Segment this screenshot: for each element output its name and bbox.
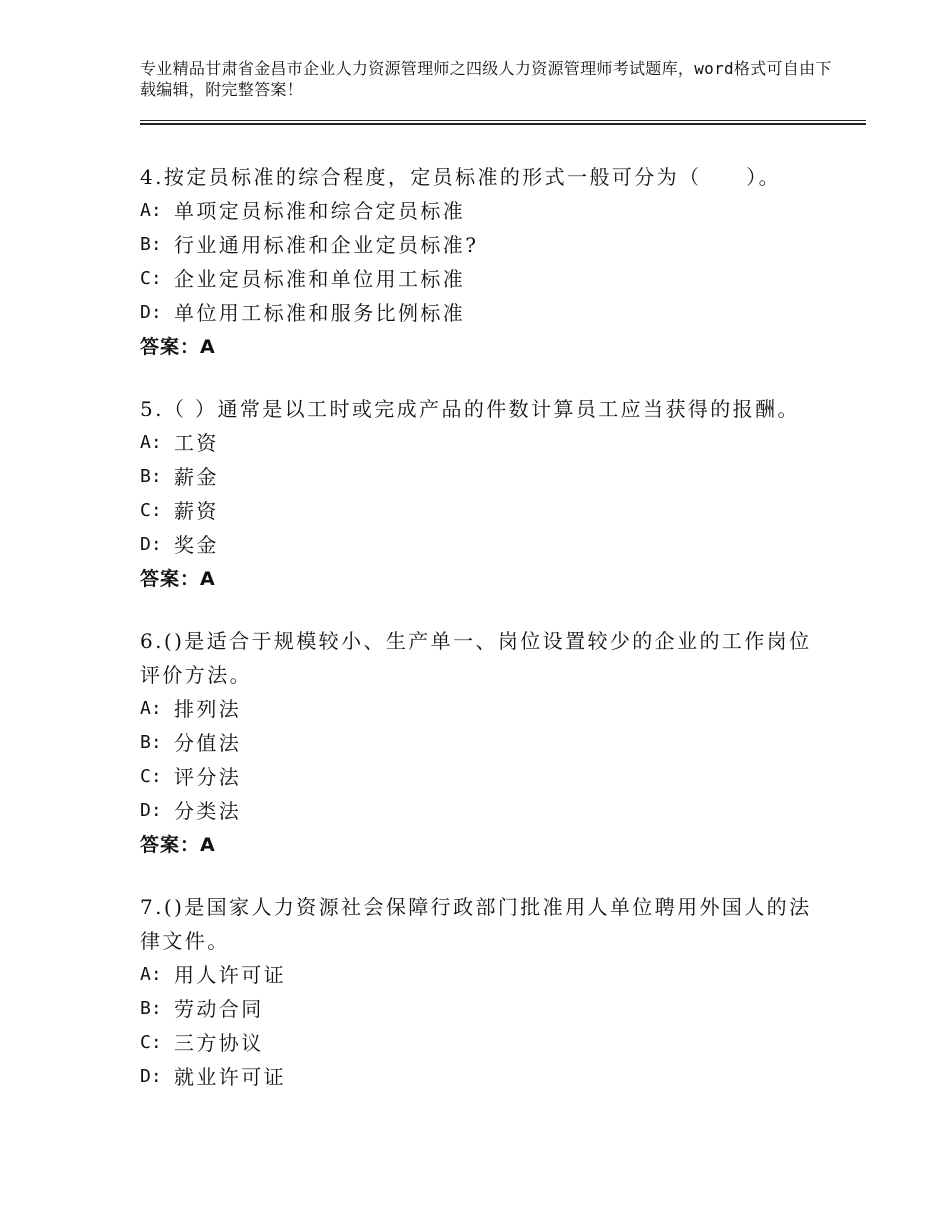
- option-key: D:: [140, 534, 162, 555]
- question-7: [140, 890, 820, 1094]
- answer-label: 答案：A: [140, 568, 216, 590]
- option-key: A:: [140, 432, 162, 453]
- question-5: [140, 392, 820, 596]
- option-key: C:: [140, 268, 162, 289]
- option-text: 三方协议: [174, 1031, 264, 1055]
- option-text: 薪金: [174, 465, 219, 489]
- option-key: D:: [140, 302, 162, 323]
- option-b: [140, 726, 820, 760]
- question-4: [140, 160, 820, 364]
- document-header: 专业精品甘肃省金昌市企业人力资源管理师之四级人力资源管理师考试题库，word格式可自由下载编辑，附完整答案！: [140, 59, 832, 99]
- option-key: D:: [140, 800, 162, 821]
- option-b: [140, 228, 820, 262]
- question-stem: 4.按定员标准的综合程度，定员标准的形式一般可分为（ ）。: [140, 165, 782, 189]
- option-a: [140, 958, 820, 992]
- option-c: [140, 760, 820, 794]
- question-stem: 5.（ ）通常是以工时或完成产品的件数计算员工应当获得的报酬。: [140, 397, 800, 421]
- option-c: [140, 1026, 820, 1060]
- option-key: C:: [140, 766, 162, 787]
- option-key: B:: [140, 234, 162, 255]
- option-key: B:: [140, 466, 162, 487]
- option-text: 工资: [174, 431, 219, 455]
- question-6: [140, 624, 820, 862]
- option-key: C:: [140, 500, 162, 521]
- option-text: 单位用工标准和服务比例标准: [174, 301, 466, 325]
- option-text: 行业通用标准和企业定员标准?: [174, 233, 479, 257]
- option-text: 企业定员标准和单位用工标准: [174, 267, 466, 291]
- option-text: 用人许可证: [174, 963, 286, 987]
- option-text: 评分法: [174, 765, 242, 789]
- option-text: 劳动合同: [174, 997, 264, 1021]
- option-c: [140, 494, 820, 528]
- option-d: [140, 528, 820, 562]
- option-a: [140, 426, 820, 460]
- option-text: 奖金: [174, 533, 219, 557]
- question-list: [140, 160, 820, 1122]
- option-b: [140, 992, 820, 1026]
- option-a: [140, 692, 820, 726]
- option-d: [140, 296, 820, 330]
- option-text: 排列法: [174, 697, 242, 721]
- option-c: [140, 262, 820, 296]
- answer-label: 答案：A: [140, 336, 216, 358]
- option-key: A:: [140, 964, 162, 985]
- option-text: 就业许可证: [174, 1065, 286, 1089]
- option-text: 分值法: [174, 731, 242, 755]
- option-text: 分类法: [174, 799, 242, 823]
- option-text: 薪资: [174, 499, 219, 523]
- option-text: 单项定员标准和综合定员标准: [174, 199, 466, 223]
- option-key: A:: [140, 698, 162, 719]
- answer-label: 答案：A: [140, 834, 216, 856]
- option-d: [140, 1060, 820, 1094]
- option-key: A:: [140, 200, 162, 221]
- question-stem: 7.()是国家人力资源社会保障行政部门批准用人单位聘用外国人的法律文件。: [140, 895, 812, 953]
- option-key: B:: [140, 998, 162, 1019]
- option-key: C:: [140, 1032, 162, 1053]
- option-d: [140, 794, 820, 828]
- option-a: [140, 194, 820, 228]
- option-b: [140, 460, 820, 494]
- header-divider: [140, 120, 866, 125]
- question-stem: 6.()是适合于规模较小、生产单一、岗位设置较少的企业的工作岗位评价方法。: [140, 629, 812, 687]
- option-key: D:: [140, 1066, 162, 1087]
- option-key: B:: [140, 732, 162, 753]
